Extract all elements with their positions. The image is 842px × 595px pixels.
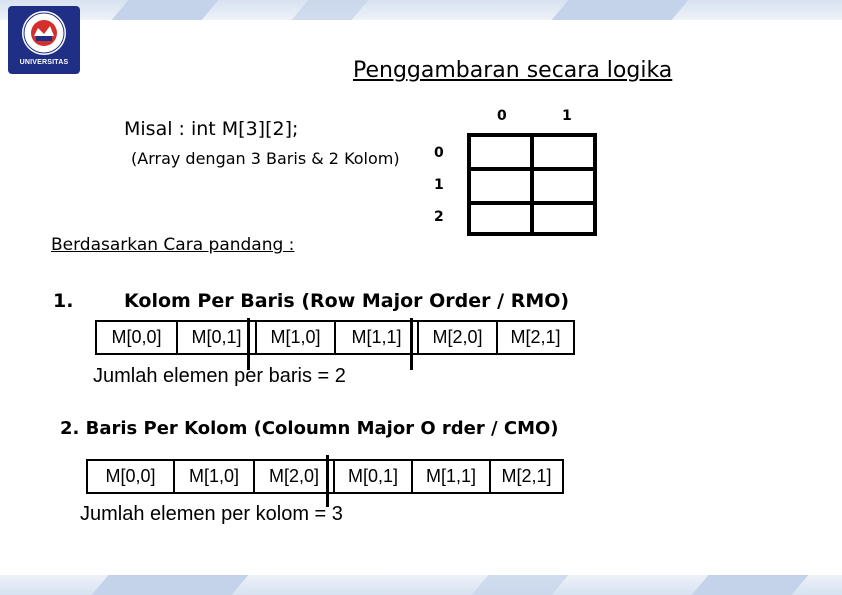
rmo-heading [53,290,569,312]
column-header-0: 0 [497,108,507,124]
header-stripe [292,0,369,20]
cmo-cell: M[0,0] [105,466,156,486]
cmo-heading: 2. Baris Per Kolom (Coloumn Major O rder / CMO) [60,418,559,439]
cmo-cell: M[2,0] [253,461,333,492]
rmo-cell: M[0,0] [111,327,162,347]
page-title: Penggambaran secara logika [353,58,673,83]
rmo-note: Jumlah elemen per baris = 2 [93,365,346,387]
rmo-cell: M[2,0] [417,322,496,353]
grid-cell [469,203,532,234]
header-band [0,0,842,20]
array-declaration: Misal : int M[3][2]; [124,118,299,140]
row-header-0: 0 [434,145,444,161]
grid-cell [469,169,532,203]
rmo-cell: M[2,1] [496,322,573,353]
logo-emblem-icon [8,6,80,58]
header-stripe [552,0,689,20]
rmo-cell: M[0,1] [176,322,255,353]
footer-band [0,575,842,595]
rmo-heading-text: Kolom Per Baris (Row Major Order / RMO) [124,290,570,312]
cmo-memory-row [86,459,564,494]
cmo-cell: M[0,1] [333,461,411,492]
grid-cell [469,135,532,169]
row-header-1: 1 [434,177,444,193]
array-grid [467,133,597,236]
rmo-boundary-marker [247,318,250,370]
footer-stripe [472,575,569,595]
rmo-cell: M[1,1] [334,322,417,353]
rmo-cell: M[1,0] [255,322,334,353]
grid-cell [532,169,595,203]
logo-caption: UNIVERSITAS [19,59,69,66]
array-description: (Array dengan 3 Baris & 2 Kolom) [131,149,400,168]
rmo-memory-row [95,320,575,355]
grid-cell [532,135,595,169]
section-heading: Berdasarkan Cara pandang : [51,235,295,255]
cmo-note: Jumlah elemen per kolom = 3 [80,503,343,525]
cmo-cell: M[2,1] [489,461,562,492]
footer-stripe [92,575,249,595]
row-header-2: 2 [434,209,444,225]
cmo-cell: M[1,0] [173,461,253,492]
university-logo [8,6,80,74]
rmo-number: 1. [53,290,74,312]
footer-stripe [692,575,809,595]
header-stripe [112,0,219,20]
cmo-boundary-marker [326,455,329,507]
rmo-boundary-marker [410,318,413,370]
cmo-cell: M[1,1] [411,461,489,492]
column-header-1: 1 [562,108,572,124]
grid-cell [532,203,595,234]
